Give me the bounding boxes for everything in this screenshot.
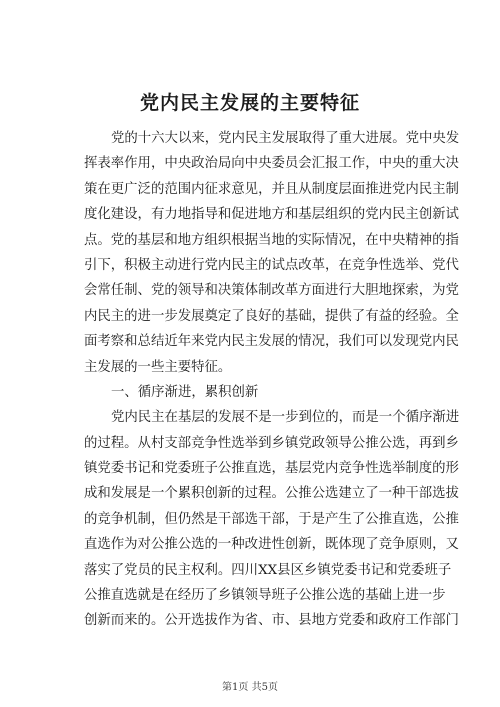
paragraph-line: 党内民主在基层的发展不是一步到位的，而是一个循序渐进 — [111, 410, 460, 426]
paragraph-line: 的过程。从村支部竞争性选举到乡镇党政领导公推公选，再到乡 — [84, 435, 459, 451]
paragraph-line: 策在更广泛的范围内征求意见，并且从制度层面推进党内民主制 — [84, 181, 459, 197]
paragraph-line: 的竞争机制，但仍然是干部选干部，于是产生了公推直选，公推 — [84, 511, 459, 527]
paragraph-line: 直选作为对公推公选的一种改进性创新，既体现了竞争原则，又 — [84, 537, 459, 553]
paragraph-line: 内民主的进一步发展奠定了良好的基础，提供了有益的经验。全 — [84, 308, 459, 324]
document-title: 党内民主发展的主要特征 — [139, 92, 360, 114]
paragraph-line: 公推直选就是在经历了乡镇领导班子公推公选的基础上进一步 — [84, 588, 446, 604]
paragraph-line: 党的十六大以来，党内民主发展取得了重大进展。党中央发 — [111, 131, 460, 146]
paragraph-line: 引下，积极主动进行党内民主的试点改革，在竞争性选举、党代 — [84, 257, 459, 273]
page-footer: 第1页 共5页 — [222, 682, 278, 693]
paragraph-line: 成和发展是一个累积创新的过程。公推公选建立了一种干部选拔 — [84, 486, 459, 502]
section-heading: 一、循序渐进，累积创新 — [111, 384, 259, 400]
paragraph-line: 镇党委书记和党委班子公推直选，基层党内竞争性选举制度的形 — [84, 461, 459, 477]
paragraph-line: 挥表率作用，中央政治局向中央委员会汇报工作，中央的重大决 — [84, 156, 459, 172]
paragraph-line: 面考察和总结近年来党内民主发展的情况，我们可以发现党内民 — [84, 334, 459, 350]
paragraph-line: 度化建设，有力地指导和促进地方和基层组织的党内民主创新试 — [84, 207, 459, 223]
paragraph-line: 点。党的基层和地方组织根据当地的实际情况，在中央精神的指 — [84, 232, 459, 248]
paragraph-line: 会常任制、党的领导和决策体制改革方面进行大胆地探索，为党 — [84, 283, 459, 299]
document-body — [84, 126, 460, 634]
paragraph-line: 落实了党员的民主权利。四川XX县区乡镇党委书记和党委班子 — [84, 562, 452, 578]
paragraph-line: 主发展的一些主要特征。 — [84, 359, 232, 375]
paragraph-line: 创新而来的。公开选拔作为省、市、县地方党委和政府工作部门 — [84, 613, 459, 629]
